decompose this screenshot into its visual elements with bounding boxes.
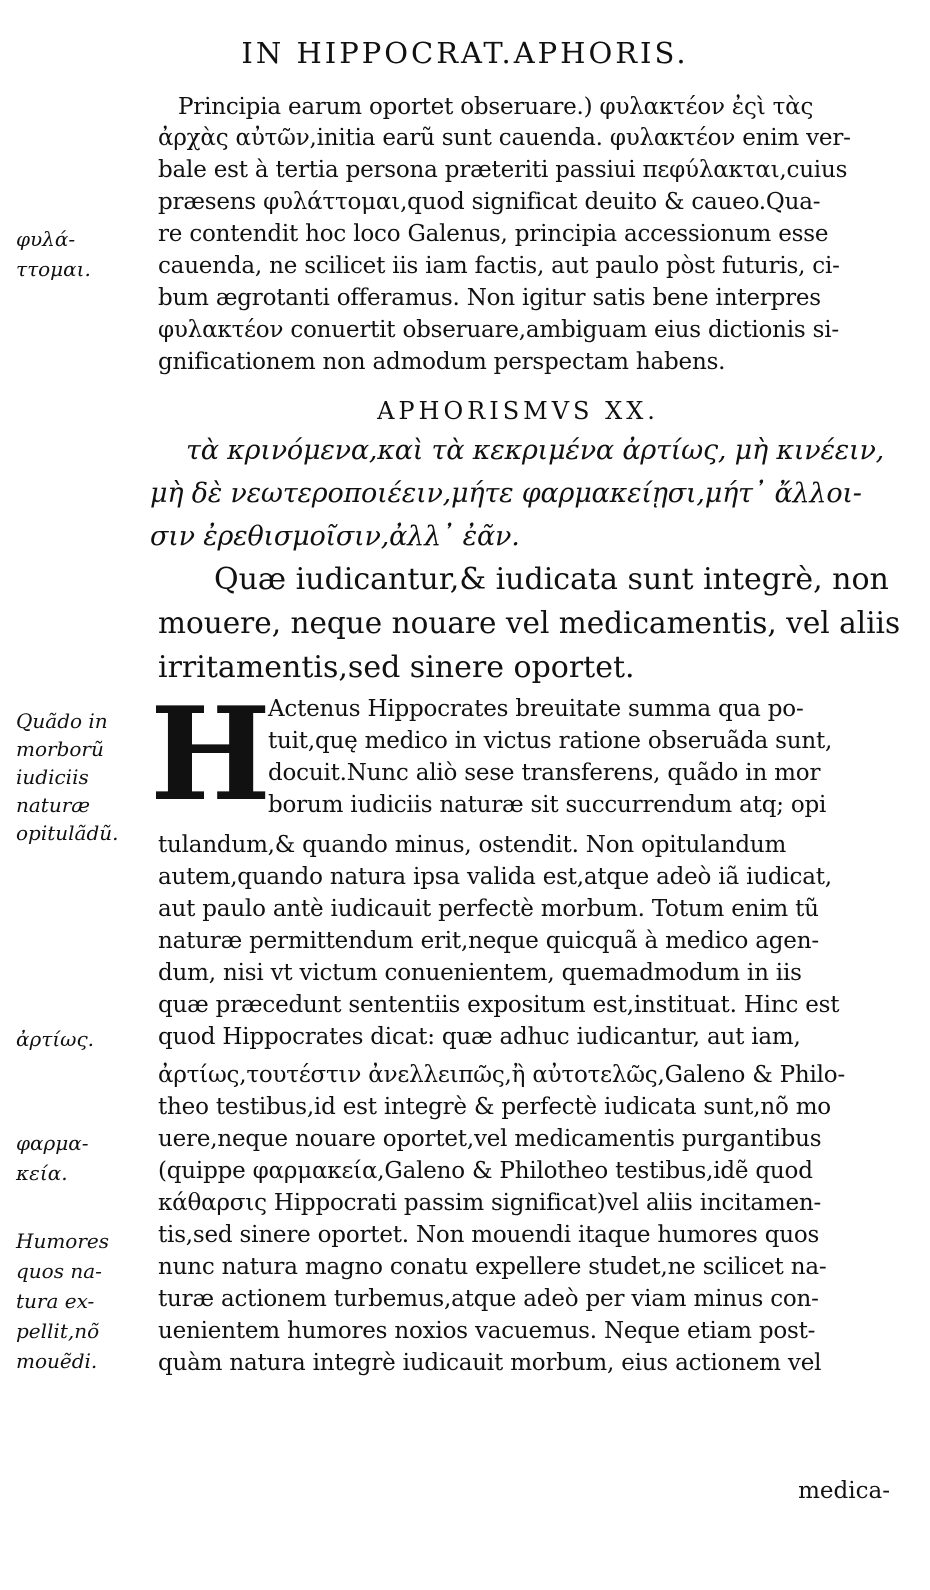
intro-line: ἀρχὰς αὐτῶν,initia earũ sunt cauenda. φυλακτέον enim ver- — [158, 125, 851, 151]
commentary-line: tuit,quę medico in victus ratione obseruãda sunt, — [268, 728, 833, 754]
margin-note-humores: quos na- — [16, 1259, 102, 1283]
margin-note-phylattomai: ττομαι. — [16, 257, 91, 281]
commentary-line: turæ actionem turbemus,atque adeò per viam minus con- — [158, 1286, 819, 1312]
commentary-line: nunc natura magno conatu expellere studet,ne scilicet na- — [158, 1254, 827, 1280]
aphorism-translation-line: Quæ iudicantur,& iudicata sunt integrè, non — [214, 562, 889, 597]
margin-note-iudiciis: opitulãdũ. — [16, 821, 119, 845]
margin-note-iudiciis: morborũ — [16, 737, 104, 761]
intro-line: re contendit hoc loco Galenus, principia accessionum esse — [158, 221, 829, 247]
margin-note-pharmakeia: φαρμα- — [16, 1131, 89, 1155]
commentary-line: Actenus Hippocrates breuitate summa qua po- — [268, 696, 804, 722]
commentary-line: naturæ permittendum erit,neque quicquã à medico agen- — [158, 928, 819, 954]
commentary-line: quæ præcedunt sententiis expositum est,instituat. Hinc est — [158, 992, 840, 1018]
running-head: IN HIPPOCRAT.APHORIS. — [241, 36, 689, 70]
greek-text-line: σιν ἐρεθισμοῖσιν,ἀλλ᾽ ἐᾶν. — [150, 521, 520, 552]
margin-note-humores: Humores — [16, 1229, 109, 1253]
greek-text-line: τὰ κρινόμενα,καὶ τὰ κεκριμένα ἀρτίως, μὴ κινέειν, — [186, 435, 885, 466]
commentary-line: uenientem humores noxios vacuemus. Neque etiam post- — [158, 1318, 816, 1344]
commentary-line: tulandum,& quando minus, ostendit. Non opitulandum — [158, 832, 787, 858]
aphorism-translation-line: irritamentis,sed sinere oportet. — [158, 650, 635, 685]
intro-line: bale est à tertia persona præteriti passiui πεφύλακται,cuius — [158, 157, 848, 183]
margin-note-humores: mouẽdi. — [16, 1349, 98, 1373]
intro-line: Principia earum oportet obseruare.) φυλακτέον ἐςὶ τὰς — [178, 94, 814, 120]
intro-line: bum ægrotanti offeramus. Non igitur satis bene interpres — [158, 285, 821, 311]
commentary-line: uere,neque nouare oportet,vel medicamentis purgantibus — [158, 1126, 822, 1152]
margin-note-pharmakeia: κεία. — [16, 1161, 68, 1185]
commentary-line: ἀρτίως,τουτέστιν ἀνελλειπῶς,ἢ αὐτοτελῶς,Galeno & Philo- — [158, 1062, 846, 1088]
intro-line: gnificationem non admodum perspectam habens. — [158, 349, 726, 375]
margin-note-humores: pellit,nõ — [16, 1319, 100, 1343]
intro-line: cauenda, ne scilicet iis iam factis, aut paulo pòst futuris, ci- — [158, 253, 840, 279]
margin-note-phylattomai: φυλά- — [16, 227, 76, 251]
margin-note-iudiciis: Quãdo in — [16, 709, 108, 733]
commentary-line: κάθαρσις Hippocrati passim significat)vel aliis incitamen- — [158, 1190, 822, 1216]
intro-line: præsens φυλάττομαι,quod significat deuito & caueo.Qua- — [158, 189, 821, 215]
aphorism-heading: APHORISMVS XX. — [377, 397, 659, 425]
commentary-line: aut paulo antè iudicauit perfectè morbum. Totum enim tũ — [158, 896, 819, 922]
aphorism-translation-line: mouere, neque nouare vel medicamentis, vel aliis — [158, 606, 901, 641]
commentary-line: quàm natura integrè iudicauit morbum, eius actionem vel — [158, 1350, 822, 1376]
margin-note-iudiciis: iudiciis — [16, 765, 89, 789]
commentary-line: (quippe φαρμακεία,Galeno & Philotheo testibus,idẽ quod — [158, 1158, 813, 1184]
margin-note-humores: tura ex- — [16, 1289, 95, 1313]
commentary-line: quod Hippocrates dicat: quæ adhuc iudicantur, aut iam, — [158, 1024, 801, 1050]
commentary-line: borum iudiciis naturæ sit succurrendum atq; opi — [268, 792, 827, 818]
margin-note-iudiciis: naturæ — [16, 793, 91, 817]
margin-note-artios: ἀρτίως. — [16, 1027, 95, 1051]
catchword: medica- — [798, 1478, 890, 1504]
commentary-line: docuit.Nunc aliò sese transferens, quãdo in mor — [268, 760, 821, 786]
drop-cap-initial: H — [150, 680, 271, 830]
intro-line: φυλακτέον conuertit obseruare,ambiguam eius dictionis si- — [158, 317, 839, 343]
greek-text-line: μὴ δὲ νεωτεροποιέειν,μήτε φαρμακείῃσι,μήτ᾽ ἄλλοι- — [150, 478, 862, 509]
commentary-line: theo testibus,id est integrè & perfectè iudicata sunt,nõ mo — [158, 1094, 831, 1120]
commentary-line: dum, nisi vt victum conuenientem, quemadmodum in iis — [158, 960, 802, 986]
commentary-line: tis,sed sinere oportet. Non mouendi itaque humores quos — [158, 1222, 820, 1248]
commentary-line: autem,quando natura ipsa valida est,atque adeò iã iudicat, — [158, 864, 832, 890]
